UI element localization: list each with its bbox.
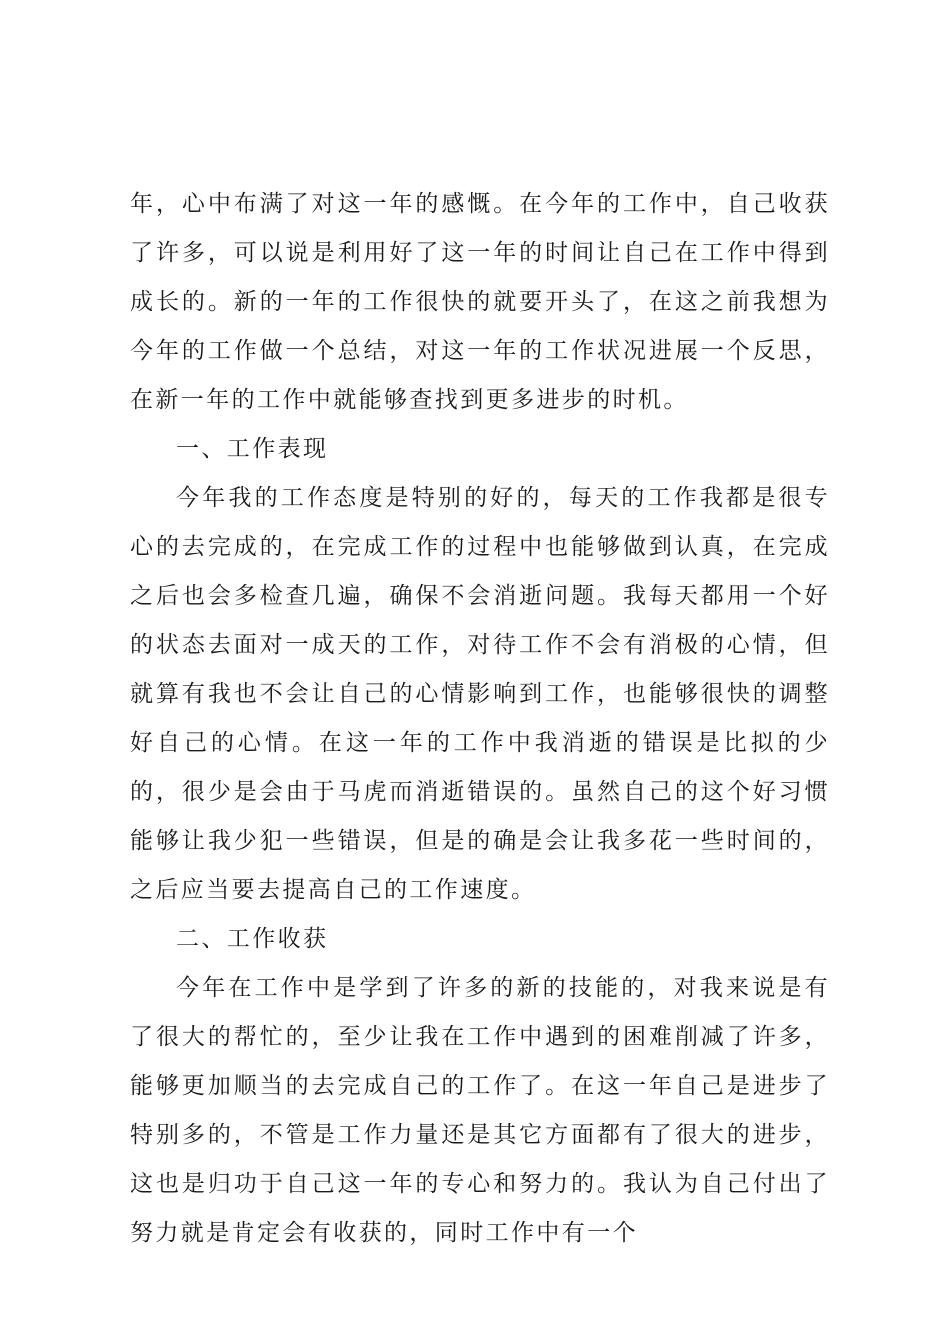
document-body: [130, 180, 830, 1258]
intro-paragraph: 年，心中布满了对这一年的感慨。在今年的工作中，自己收获了许多，可以说是利用好了这一年的时间让自己在工作中得到成长的。新的一年的工作很快的就要开头了，在这之前我想为今年的工作做一个总结，对这一年的工作状况进展一个反思，在新一年的工作中就能够查找到更多进步的时机。: [130, 191, 830, 413]
section-heading-work-gains: 二、工作收获: [176, 926, 329, 952]
section-heading-work-performance: 一、工作表现: [176, 436, 329, 462]
work-gains-paragraph: 今年在工作中是学到了许多的新的技能的，对我来说是有了很大的帮忙的，至少让我在工作中遇到的困难削减了许多，能够更加顺当的去完成自己的工作了。在这一年自己是进步了特别多的，不管是工作力量还是其它方面都有了很大的进步，这也是归功于自己这一年的专心和努力的。我认为自己付出了努力就是肯定会有收获的，同时工作中有一个: [130, 975, 830, 1246]
work-performance-paragraph: 今年我的工作态度是特别的好的，每天的工作我都是很专心的去完成的，在完成工作的过程中也能够做到认真，在完成之后也会多检查几遍，确保不会消逝问题。我每天都用一个好的状态去面对一成天的工作，对待工作不会有消极的心情，但就算有我也不会让自己的心情影响到工作，也能够很快的调整好自己的心情。在这一年的工作中我消逝的错误是比拟的少的，很少是会由于马虎而消逝错误的。虽然自己的这个好习惯能够让我少犯一些错误，但是的确是会让我多花一些时间的，之后应当要去提高自己的工作速度。: [130, 485, 830, 903]
